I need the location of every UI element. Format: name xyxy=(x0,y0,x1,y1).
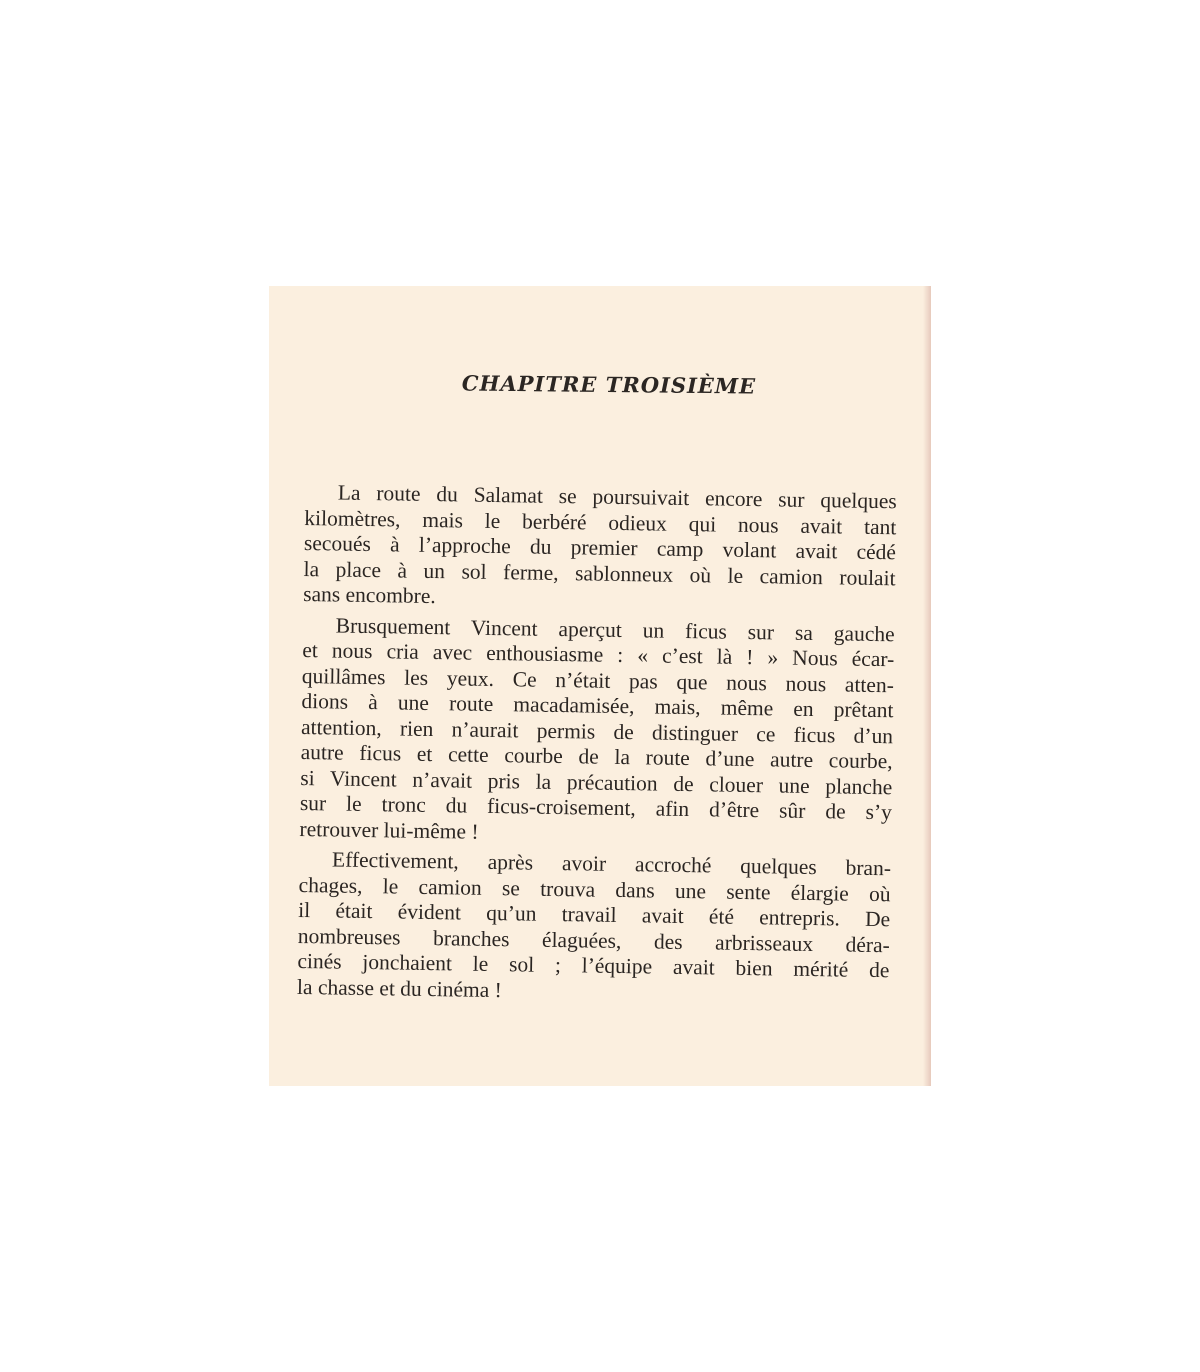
text-line: sans encombre. xyxy=(303,581,436,609)
page-edge-shadow xyxy=(923,286,931,1086)
chapter-body xyxy=(297,480,897,1014)
paragraph-1 xyxy=(303,480,897,617)
text-line: chages, le camion se trouva dans une sente élargie où xyxy=(298,872,891,906)
paragraph-2 xyxy=(299,612,895,851)
text-line: sur le tronc du ficus-croisement, afin d’être sûr de s’y xyxy=(299,790,893,825)
text-line: la chasse et du cinéma ! xyxy=(296,974,502,1002)
text-line: Brusquement Vincent aperçut un ficus sur sa gauche xyxy=(335,613,895,646)
text-line: kilomètres, mais le berbéré odieux qui nous avait tant xyxy=(304,505,897,539)
text-line: dions à une route macadamisée, mais, même en prêtant xyxy=(301,688,894,723)
book-page xyxy=(269,286,931,1086)
text-line: La route du Salamat se poursuivait encore sur quelques xyxy=(337,480,897,514)
text-line: nombreuses branches élaguées, des arbrisseaux déra- xyxy=(297,923,890,957)
chapter-title: CHAPITRE TROISIÈME xyxy=(461,370,757,399)
text-line: autre ficus et cette courbe de la route d’une autre courbe, xyxy=(300,739,893,774)
text-line: si Vincent n’avait pris la précaution de clouer une planche xyxy=(300,765,893,799)
text-line: secoués à l’approche du premier camp volant avait cédé xyxy=(303,530,897,565)
text-line: quillâmes les yeux. Ce n’était pas que nous nous atten- xyxy=(301,663,895,697)
text-line: la place à un sol ferme, sablonneux où le camion roulait xyxy=(303,556,896,590)
text-line: et nous cria avec enthousiasme : « c’est là ! » Nous écar- xyxy=(302,637,895,672)
text-line: il était évident qu’un travail avait été entrepris. De xyxy=(298,897,891,932)
text-line: Effectivement, après avoir accroché quelques bran- xyxy=(331,847,892,881)
text-line: cinés jonchaient le sol ; l’équipe avait bien mérité de xyxy=(297,948,890,983)
text-line: attention, rien n’aurait permis de distinguer ce ficus d’un xyxy=(300,714,894,748)
text-line: retrouver lui-même ! xyxy=(299,816,479,844)
paragraph-3 xyxy=(297,847,891,1009)
